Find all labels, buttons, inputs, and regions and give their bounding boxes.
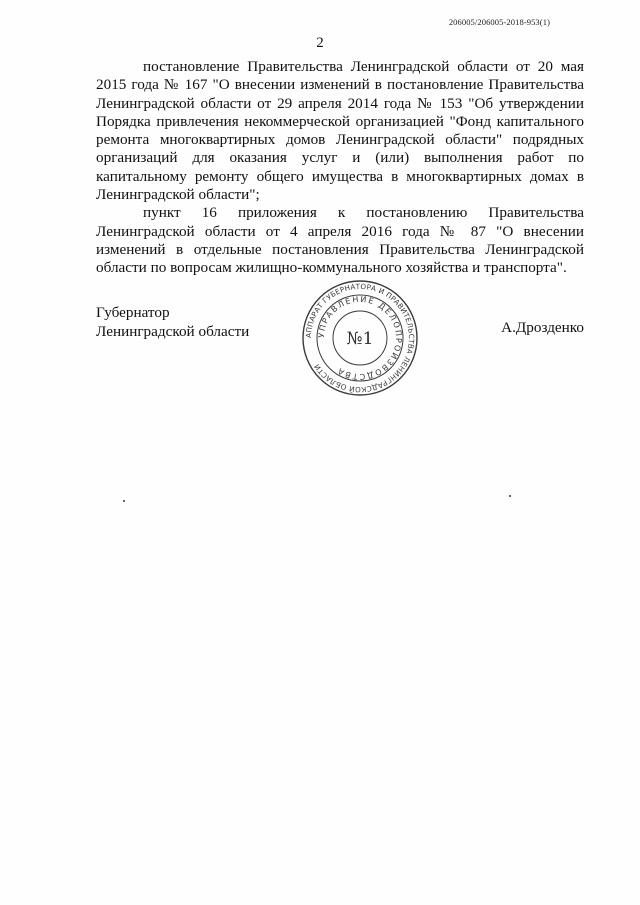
document-body <box>96 58 584 278</box>
paragraph-decree-87: пункт 16 приложения к постановлению Правительства Ленинградской области от 4 апреля 2016 года № 87 "О внесении изменений в отдельные постановления Правительства Ленинградской области по вопросам жилищно-коммунального хозяйства и транспорта". <box>96 204 584 277</box>
page-number: 2 <box>316 35 324 51</box>
signatory-title-line-1: Губернатор <box>96 304 170 321</box>
signatory-name: А.Дрозденко <box>501 319 584 336</box>
signatory-title <box>96 303 249 341</box>
scan-speck <box>509 495 511 497</box>
document-id: 206005/206005-2018-953(1) <box>448 17 550 27</box>
official-stamp <box>300 278 420 398</box>
paragraph-decree-167: постановление Правительства Ленинградской области от 20 мая 2015 года № 167 "О внесении изменений в постановление Правительства Ленинградской области от 29 апреля 2014 года № 153 "Об утверждении Порядка привлечения некоммерческой организацией "Фонд капитального ремонта многоквартирных домов Ленинградской области" подрядных организаций для оказания услуг и (или) выполнения работ по капитальному ремонту общего имущества в многоквартирных домах в Ленинградской области"; <box>96 58 584 204</box>
stamp-outer-text: АППАРАТ ГУБЕРНАТОРА И ПРАВИТЕЛЬСТВА ЛЕНИНГРАДСКОЙ ОБЛАСТИ <box>303 281 417 395</box>
stamp-inner-text: УПРАВЛЕНИЕ ДЕЛОПРОИЗВОДСТВА <box>316 294 404 382</box>
signatory-title-line-2: Ленинградской области <box>96 323 250 340</box>
stamp-number: №1 <box>346 329 374 349</box>
scan-speck <box>123 500 125 502</box>
